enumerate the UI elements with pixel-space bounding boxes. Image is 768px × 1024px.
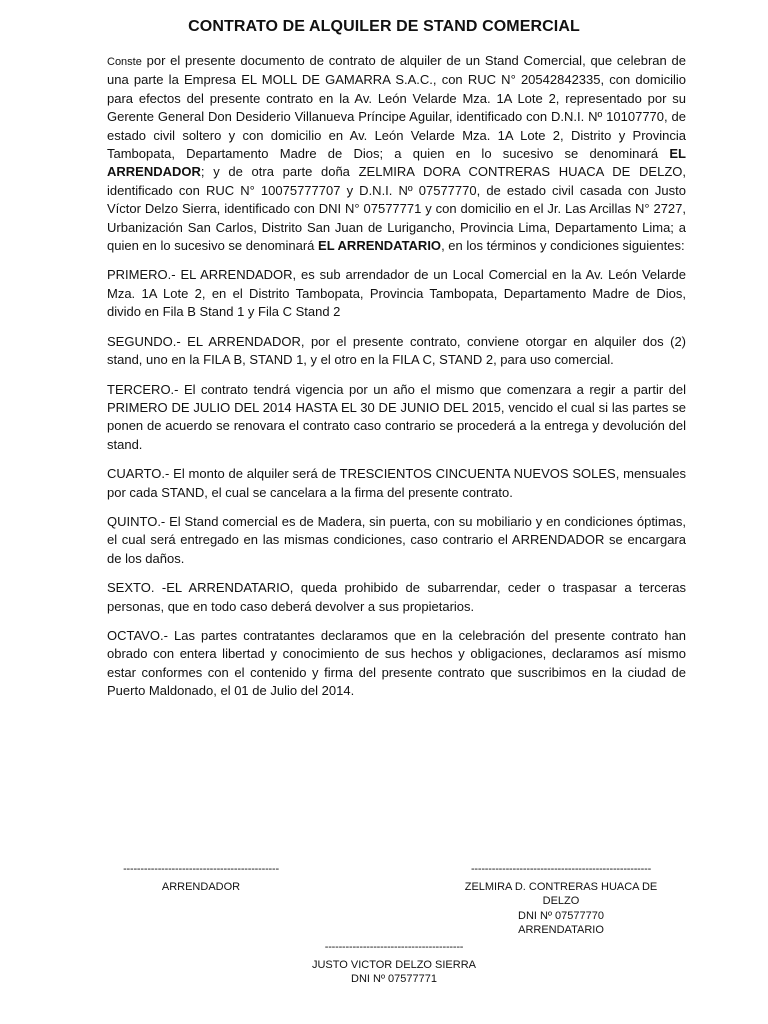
clause-quinto: QUINTO.- El Stand comercial es de Madera, sin puerta, con su mobiliario y en condiciones óptimas, el cual será entregado en las mismas condiciones, caso contrario el ARRENDADOR se encargara de los daños.	[107, 513, 686, 566]
signature-line: ----------------------------------------	[324, 941, 464, 953]
signature-name-arrendatario: ZELMIRA D. CONTRERAS HUACA DE DELZO	[464, 880, 658, 907]
signature-line: ---------------------------------------------	[123, 863, 279, 875]
signature-name-spouse: JUSTO VICTOR DELZO SIERRA	[311, 958, 476, 971]
clause-octavo: OCTAVO.- Las partes contratantes declaramos que en la celebración del presente contrato han obrado con entera libertad y conocimiento de sus hechos y obligaciones, declaramos así mismo estar conformes con el contenido y firma del presente contrato que suscribimos en la ciudad de Puerto Maldonado, el 01 de Julio del 2014.	[107, 627, 686, 699]
signature-block-arrendador	[106, 862, 296, 894]
intro-text-1: por el presente documento de contrato de alquiler de un Stand Comercial, que celebran de una parte la Empresa EL MOLL DE GAMARRA S.A.C., con RUC N° 20542842335, con domicilio para efectos del presente contrato en la Av. León Velarde Mza. 1A Lote 2, representado por su Gerente General Don Desiderio Villanueva Príncipe Aguilar, identificado con D.N.I. Nº 10107770, de estado civil soltero y con domicilio en Av. León Velarde Mza. 1A Lote 2, Distrito y Provincia Tambopata, Departamento Madre de Dios; a quien en lo sucesivo se denominará	[107, 53, 686, 162]
signature-block-spouse	[294, 940, 494, 987]
clause-cuarto: CUARTO.- El monto de alquiler será de TRESCIENTOS CINCUENTA NUEVOS SOLES, mensuales por cada STAND, el cual se cancelara a la firma del presente contrato.	[107, 466, 686, 500]
clause-sexto: SEXTO. -EL ARRENDATARIO, queda prohibido de subarrendar, ceder o traspasar a terceras personas, que en todo caso deberá devolver a sus propietarios.	[107, 580, 686, 614]
clause-primero: PRIMERO.- EL ARRENDADOR, es sub arrendador de un Local Comercial en la Av. León Velarde Mza. 1A Lote 2, en el Distrito Tambopata, Provincia Tambopata, Departamento Madre de Dios, divido en Fila B Stand 1 y Fila C Stand 2	[107, 267, 686, 320]
clause-tercero: TERCERO.- El contrato tendrá vigencia por un año el mismo que comenzara a regir a partir del PRIMERO DE JULIO DEL 2014 HASTA EL 30 DE JUNIO DEL 2015, vencido el cual si las partes se ponen de acuerdo se renovara el contrato caso contrario se procederá a la entrega y devolución del stand.	[107, 381, 686, 452]
intro-text-2: ; y de otra parte doña ZELMIRA DORA CONTRERAS HUACA DE DELZO, identificado con RUC N° 10075777707 y D.N.I. Nº 07577770, de estado civil casada con Justo Víctor Delzo Sierra, identificado con DNI N° 07577771 y con domicilio en el Jr. Las Arcillas N° 2727, Urbanización San Carlos, Distrito San Juan de Lurigancho, Provincia Lima, Departamento Lima; a quien en lo sucesivo se denominará	[107, 164, 686, 254]
intro-text-3: , en los términos y condiciones siguientes:	[441, 238, 685, 254]
signature-dni-spouse: DNI Nº 07577771	[351, 973, 437, 985]
signature-dni-arrendatario: DNI Nº 07577770	[518, 909, 604, 922]
document-title: CONTRATO DE ALQUILER DE STAND COMERCIAL	[188, 18, 580, 35]
intro-paragraph	[107, 52, 686, 255]
signature-line: ----------------------------------------------------	[470, 863, 652, 875]
arrendador-term: EL ARRENDADOR	[107, 146, 686, 180]
clause-segundo: SEGUNDO.- EL ARRENDADOR, por el presente contrato, conviene otorgar en alquiler dos (2) stand, uno en la FILA B, STAND 1, y el otro en la FILA C, STAND 2, para uso comercial.	[107, 333, 686, 368]
signature-block-arrendatario	[446, 862, 676, 938]
arrendatario-term: EL ARRENDATARIO	[318, 238, 442, 254]
signature-role-arrendatario: ARRENDATARIO	[518, 924, 604, 936]
intro-lead: Conste	[107, 56, 142, 68]
signature-label-arrendador: ARRENDADOR	[161, 880, 241, 893]
contract-body	[107, 52, 686, 712]
